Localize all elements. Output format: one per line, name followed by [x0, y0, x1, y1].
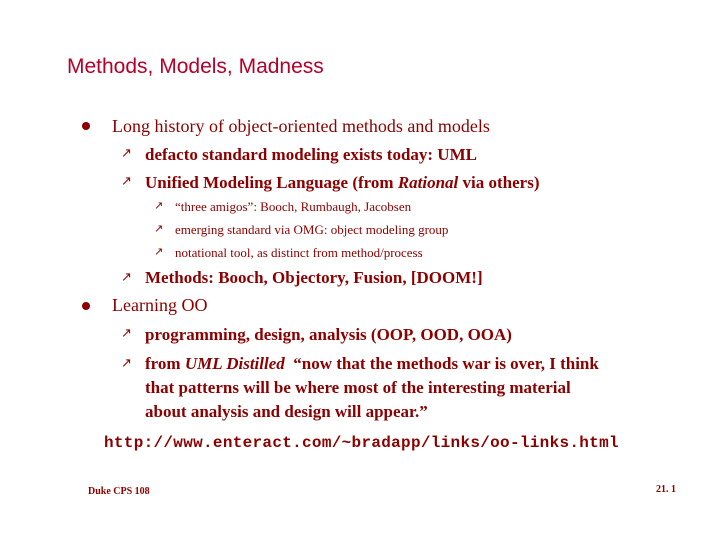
footer-course: Duke CPS 108	[88, 486, 150, 497]
bullet-icon	[82, 302, 90, 310]
arrow-icon: ↗	[154, 222, 164, 235]
footer-page-number: 21. 1	[656, 484, 676, 495]
arrow-icon: ↗	[121, 174, 132, 189]
slide-title: Methods, Models, Madness	[67, 55, 324, 78]
arrow-icon: ↗	[121, 146, 132, 161]
sub-bullet-text: defacto standard modeling exists today: UML	[145, 145, 477, 164]
sub-bullet-text: Methods: Booch, Objectory, Fusion, [DOOM!]	[145, 268, 483, 287]
sub-bullet-continuation: about analysis and design will appear.”	[145, 402, 428, 421]
sub-sub-bullet-text: “three amigos”: Booch, Rumbaugh, Jacobsen	[175, 199, 412, 214]
text-segment: via others)	[458, 173, 540, 192]
emphasis-text: Rational	[397, 173, 459, 192]
arrow-icon: ↗	[121, 270, 132, 285]
reference-url: http://www.enteract.com/~bradapp/links/oo-links.html	[104, 434, 619, 452]
arrow-icon: ↗	[154, 245, 164, 258]
emphasis-text: UML Distilled	[184, 354, 285, 373]
bullet-text: Learning OO	[112, 295, 208, 315]
sub-bullet-continuation: that patterns will be where most of the interesting material	[145, 378, 571, 397]
sub-bullet-text	[145, 173, 540, 193]
text-segment: from	[145, 354, 185, 373]
bullet-icon	[82, 122, 90, 130]
arrow-icon: ↗	[154, 199, 164, 212]
text-segment: “now that the methods war is over, I think	[284, 354, 599, 373]
arrow-icon: ↗	[121, 356, 132, 371]
sub-sub-bullet-text: emerging standard via OMG: object modeling group	[175, 222, 449, 237]
sub-bullet-text	[145, 354, 599, 374]
sub-sub-bullet-text: notational tool, as distinct from method/process	[175, 245, 423, 260]
arrow-icon: ↗	[121, 326, 132, 341]
text-segment: Unified Modeling Language (from	[145, 173, 398, 192]
sub-bullet-text: programming, design, analysis (OOP, OOD, OOA)	[145, 325, 512, 344]
bullet-text: Long history of object-oriented methods and models	[112, 116, 490, 136]
